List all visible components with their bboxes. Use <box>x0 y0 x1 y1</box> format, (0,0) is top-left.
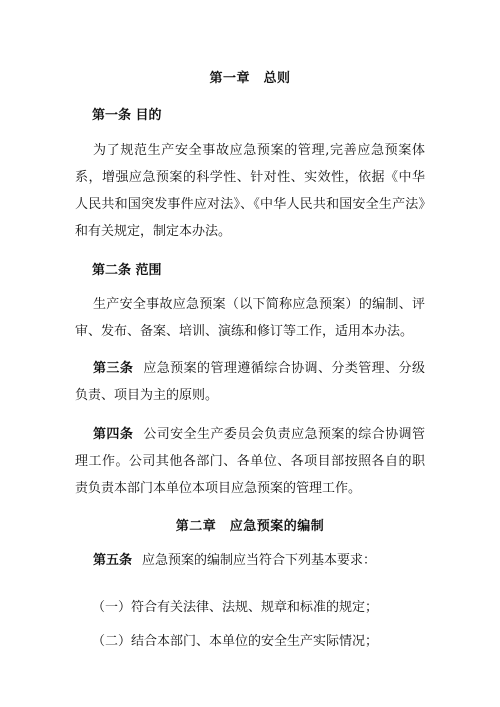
article-5-paragraph <box>75 547 425 574</box>
article-5-lead: 第五条 <box>93 553 133 568</box>
article-4-paragraph <box>75 421 425 502</box>
chapter-1-heading: 第一章 总则 <box>209 71 291 86</box>
article-1-title: 第一条 目的 <box>92 108 162 123</box>
article-4-lead: 第四条 <box>93 427 134 442</box>
article-3-paragraph <box>75 355 425 409</box>
chapter-2-heading: 第二章 应急预案的编制 <box>175 519 325 534</box>
article-1-body: 为了规范生产安全事故应急预案的管理,完善应急预案体系，增强应急预案的科学性、针对性、实效性，依据《中华人民共和国突发事件应对法》、《中华人民共和国安全生产法》和有关规定，制定本办法。 <box>75 143 425 239</box>
article-3-lead: 第三条 <box>93 361 134 376</box>
article-4-body: 公司安全生产委员会负责应急预案的综合协调管理工作。公司其他各部门、各单位、各项目部按照各自的职责负责本部门本单位本项目应急预案的管理工作。 <box>75 427 425 496</box>
article-5-body: 应急预案的编制应当符合下列基本要求： <box>142 553 377 568</box>
article-3-body: 应急预案的管理遵循综合协调、分类管理、分级负责、项目为主的原则。 <box>75 361 425 403</box>
article-2-title: 第二条 范围 <box>92 263 162 278</box>
article-5-item-2: （二）结合本部门、本单位的安全生产实际情况； <box>92 634 379 649</box>
article-5-item-1: （一）符合有关法律、法规、规章和标准的规定； <box>92 600 379 615</box>
article-2-body: 生产安全事故应急预案（以下简称应急预案）的编制、评审、发布、备案、培训、演练和修订等工作，适用本办法。 <box>75 297 425 339</box>
